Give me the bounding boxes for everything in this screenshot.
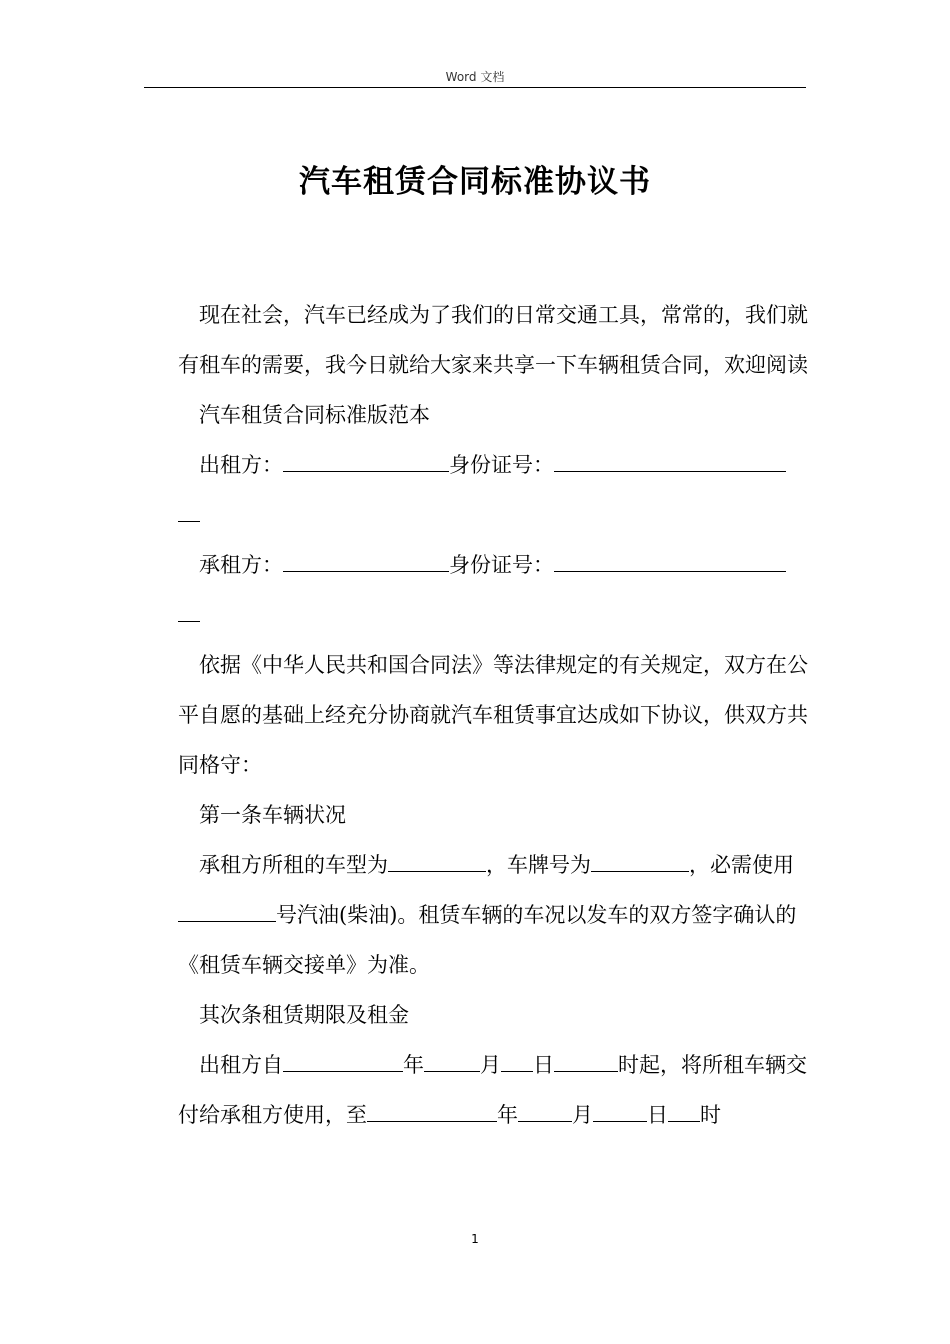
period-year-label: 年	[403, 1053, 424, 1077]
lessor-id-blank-tail	[178, 501, 200, 522]
period-day-label-2: 日	[647, 1103, 668, 1127]
lessor-blank	[283, 451, 449, 472]
car-model-blank	[388, 851, 486, 872]
article1-paragraph	[178, 840, 808, 990]
basis-paragraph: 依据《中华人民共和国合同法》等法律规定的有关规定，双方在公平自愿的基础上经充分协商就汽车租赁事宜达成如下协议，供双方共同格守：	[178, 653, 808, 777]
plate-number-blank	[591, 851, 689, 872]
lessee-line	[178, 540, 808, 590]
end-year-blank	[367, 1101, 497, 1122]
lessor-line-tail	[178, 490, 808, 540]
start-month-blank	[424, 1051, 480, 1072]
period-text-b: 时起，将所租车辆交付给承租方使用，至	[178, 1053, 807, 1127]
document-body	[178, 290, 808, 1140]
article1-text-d: 号汽油(柴油)。租赁车辆的车况以发车的双方签字确认的《租赁车辆交接单》为准。	[178, 903, 797, 977]
fuel-grade-blank	[178, 901, 276, 922]
header-label: Word 文档	[445, 70, 505, 84]
article1-text-a: 承租方所租的车型为	[199, 853, 388, 877]
start-year-blank	[283, 1051, 403, 1072]
lessee-id-label: 身份证号：	[449, 553, 554, 577]
lessee-label: 承租方：	[199, 553, 283, 577]
header-rule	[144, 87, 806, 88]
sample-title: 汽车租赁合同标准版范本	[199, 403, 430, 427]
end-hour-blank	[668, 1101, 700, 1122]
period-hour-label: 时	[700, 1103, 721, 1127]
end-month-blank	[518, 1101, 572, 1122]
lessor-label: 出租方：	[199, 453, 283, 477]
lessee-id-blank	[554, 551, 786, 572]
lessee-line-tail	[178, 590, 808, 640]
period-day-label: 日	[533, 1053, 554, 1077]
period-month-label-2: 月	[572, 1103, 593, 1127]
article2-title: 其次条租赁期限及租金	[199, 1003, 409, 1027]
end-day-blank	[593, 1101, 647, 1122]
lessor-id-label: 身份证号：	[449, 453, 554, 477]
period-text-a: 出租方自	[199, 1053, 283, 1077]
lessor-line	[178, 440, 808, 490]
intro-paragraph: 现在社会，汽车已经成为了我们的日常交通工具，常常的，我们就有租车的需要，我今日就给大家来共享一下车辆租赁合同，欢迎阅读	[178, 303, 808, 377]
lessee-id-blank-tail	[178, 601, 200, 622]
start-day-blank	[501, 1051, 533, 1072]
article1-text-b: ，车牌号为	[486, 853, 591, 877]
lessor-id-blank	[554, 451, 786, 472]
article1-title: 第一条车辆状况	[199, 803, 346, 827]
lessee-blank	[283, 551, 449, 572]
period-month-label: 月	[480, 1053, 501, 1077]
article1-text-c: ，必需使用	[689, 853, 794, 877]
start-hour-blank	[554, 1051, 618, 1072]
period-year-label-2: 年	[497, 1103, 518, 1127]
document-title: 汽车租赁合同标准协议书	[299, 164, 651, 200]
page-number: 1	[471, 1232, 479, 1246]
period-paragraph	[178, 1040, 808, 1140]
